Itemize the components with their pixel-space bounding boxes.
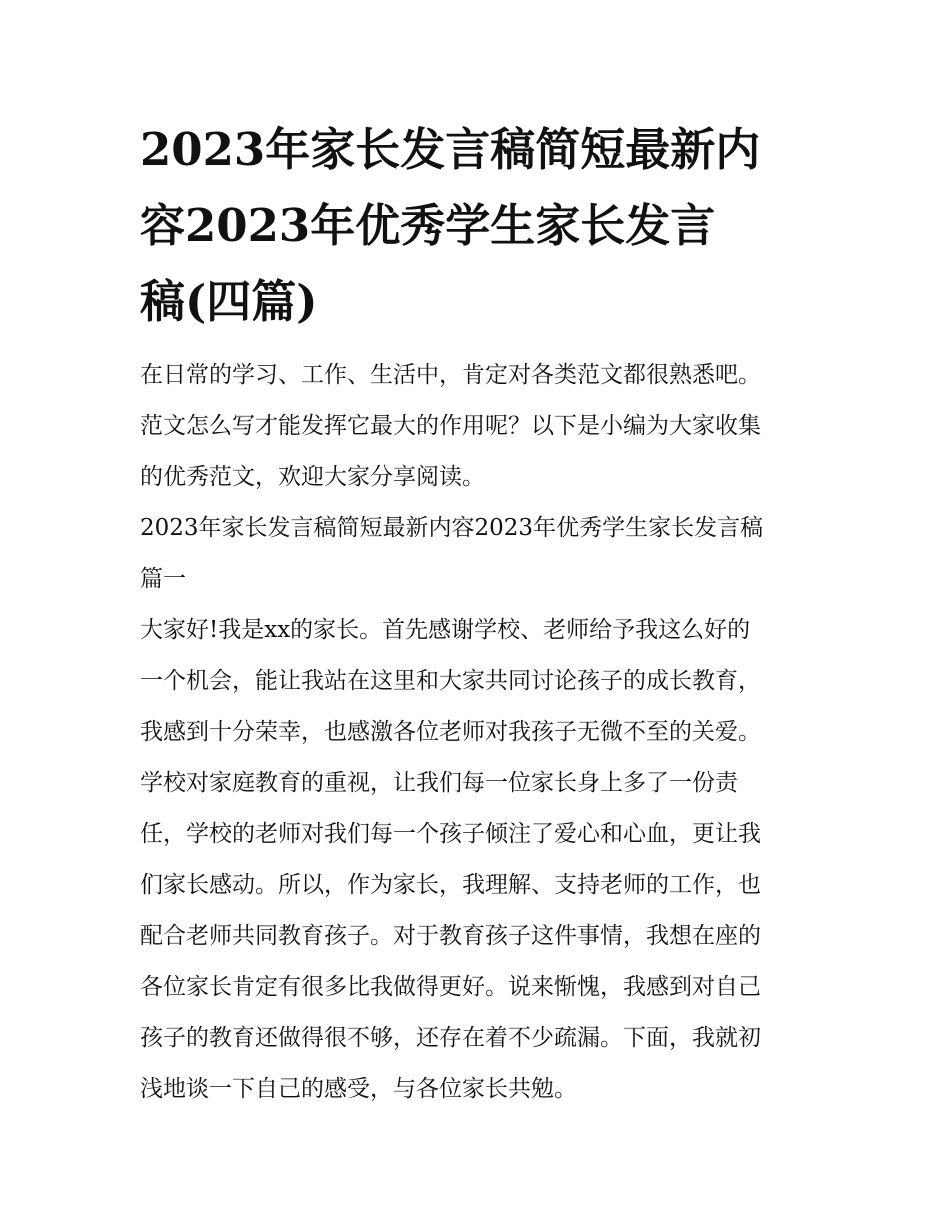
speech-line: 学校对家庭教育的重视，让我们每一位家长身上多了一份责 — [140, 770, 738, 796]
section-heading-line: 2023年家长发言稿简短最新内容2023年优秀学生家长发言稿 — [140, 515, 764, 541]
intro-paragraph — [140, 350, 815, 503]
speech-line: 配合老师共同教育孩子。对于教育孩子这件事情，我想在座的 — [140, 923, 761, 949]
speech-line: 孩子的教育还做得很不够，还存在着不少疏漏。下面，我就初 — [140, 1025, 761, 1051]
document-title — [140, 112, 815, 340]
speech-line: 一个机会，能让我站在这里和大家共同讨论孩子的成长教育， — [140, 668, 761, 694]
intro-line: 的优秀范文，欢迎大家分享阅读。 — [140, 464, 485, 490]
section-heading — [140, 503, 815, 605]
section-heading-line: 篇一 — [140, 566, 186, 592]
title-line: 2023年家长发言稿简短最新内 — [140, 123, 761, 176]
title-line: 稿(四篇) — [140, 275, 318, 328]
document-page — [140, 112, 815, 1115]
speech-line: 们家长感动。所以，作为家长，我理解、支持老师的工作，也 — [140, 872, 761, 898]
speech-line: 各位家长肯定有很多比我做得更好。说来惭愧，我感到对自己 — [140, 974, 761, 1000]
title-line: 容2023年优秀学生家长发言 — [140, 199, 716, 252]
speech-paragraph — [140, 605, 815, 1115]
speech-line: 浅地谈一下自己的感受，与各位家长共勉。 — [140, 1076, 577, 1102]
speech-line: 大家好!我是xx的家长。首先感谢学校、老师给予我这么好的 — [140, 617, 751, 643]
intro-line: 范文怎么写才能发挥它最大的作用呢？以下是小编为大家收集 — [140, 413, 761, 439]
speech-line: 任，学校的老师对我们每一个孩子倾注了爱心和心血，更让我 — [140, 821, 761, 847]
speech-line: 我感到十分荣幸，也感激各位老师对我孩子无微不至的关爱。 — [140, 719, 761, 745]
intro-line: 在日常的学习、工作、生活中，肯定对各类范文都很熟悉吧。 — [140, 362, 761, 388]
